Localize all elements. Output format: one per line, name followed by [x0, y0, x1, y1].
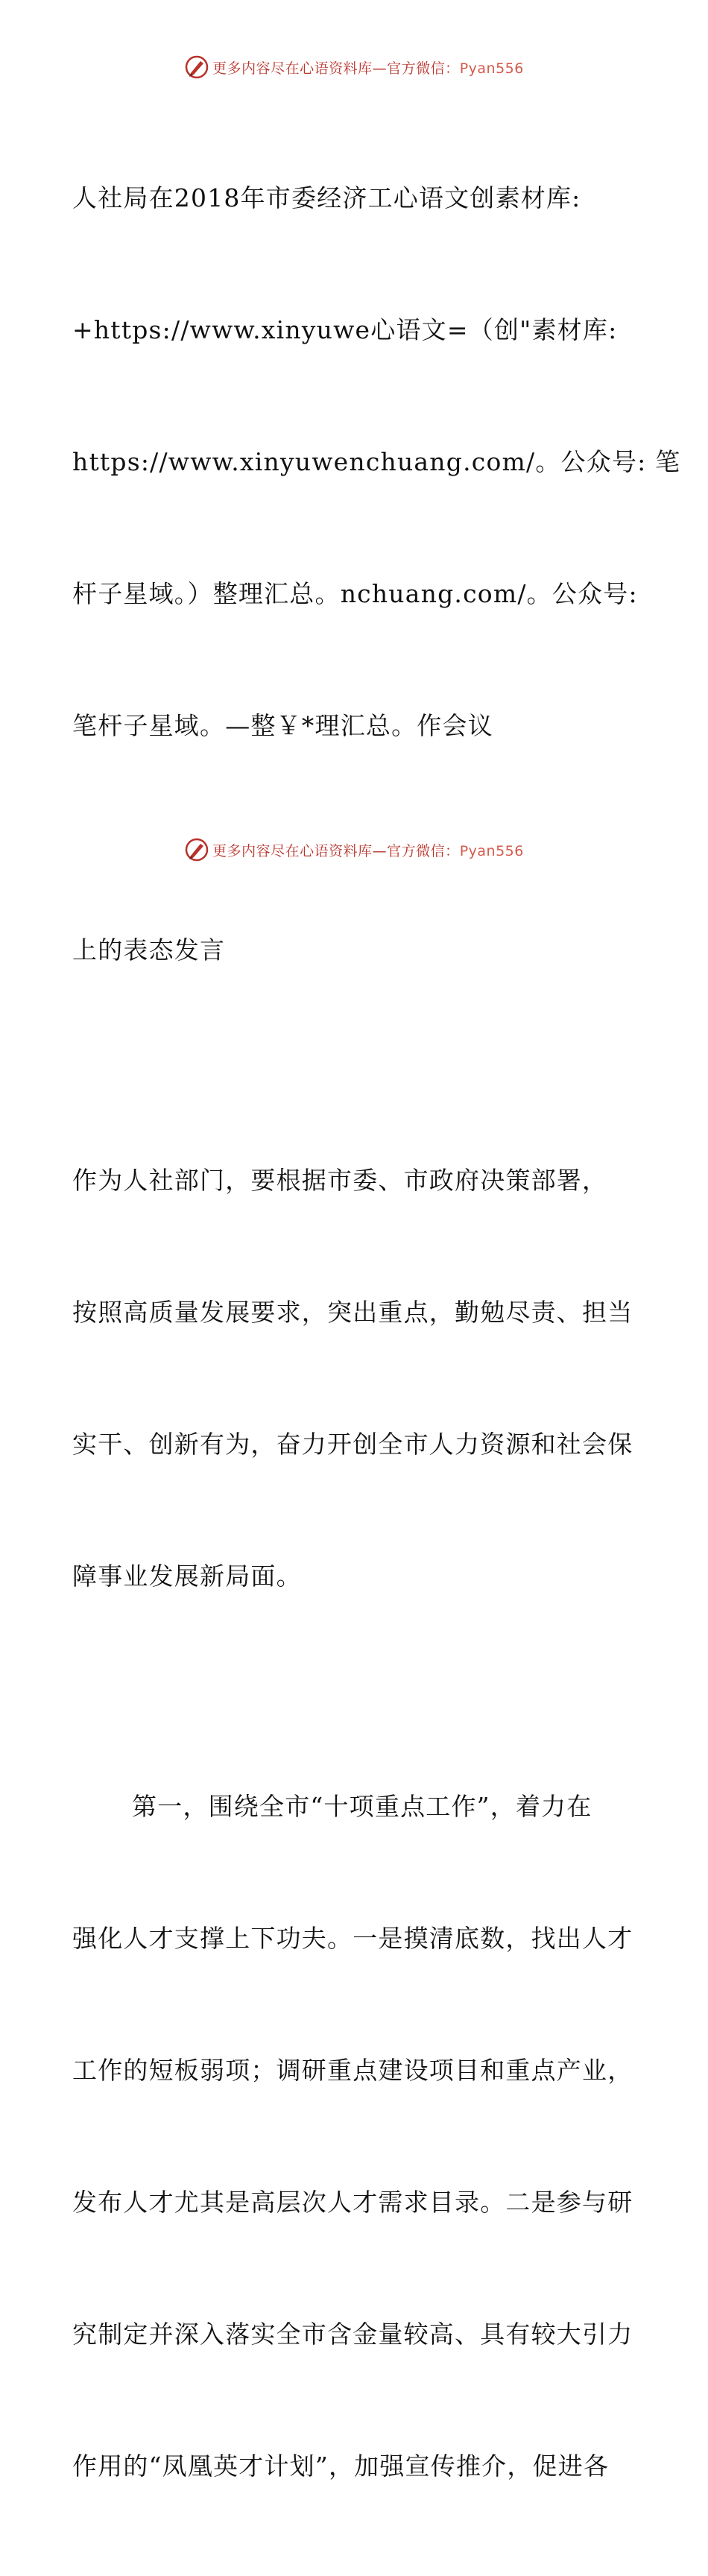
title-line: https://www.xinyuwenchuang.com/。公众号: 笔	[72, 447, 681, 476]
paragraph-line: 强化人才支撑上下功夫。一是摸清底数，找出人才	[72, 1924, 633, 1953]
paragraph-line: 作为人社部门，要根据市委、市政府决策部署，	[72, 1166, 608, 1195]
footer-banner	[0, 835, 708, 865]
document-title	[72, 88, 681, 836]
paragraph-line: 发布人才尤其是高层次人才需求目录。二是参与研	[72, 2188, 633, 2217]
document-body	[72, 88, 681, 2576]
banner-text	[212, 57, 524, 78]
banner-official-label: 官方微信：	[387, 60, 460, 77]
banner-main-text: 更多内容尽在心语资料库	[212, 842, 373, 859]
document-subtitle	[72, 840, 639, 1060]
paragraph-line: 障事业发展新局面。	[72, 1562, 302, 1591]
paragraph-line: 按照高质量发展要求，突出重点，勤勉尽责、担当	[72, 1298, 633, 1327]
header-banner	[0, 52, 708, 82]
banner-main-text: 更多内容尽在心语资料库	[212, 60, 373, 77]
banner-content	[184, 54, 524, 80]
banner-content	[184, 837, 524, 862]
title-line: +https://www.xinyuwe心语文=（创"素材库:	[72, 315, 618, 344]
banner-text	[212, 840, 524, 860]
pen-logo-icon	[184, 54, 209, 80]
paragraph-first-point	[72, 1696, 639, 2576]
banner-dash: —	[372, 842, 388, 859]
banner-dash: —	[372, 60, 388, 77]
paragraph-line: 作用的“凤凰英才计划”，加强宣传推介，促进各	[72, 2452, 610, 2481]
paragraph-line: 实干、创新有为，奋力开创全市人力资源和社会保	[72, 1430, 633, 1459]
title-line: 杆子星域。）整理汇总。nchuang.com/。公众号:	[72, 579, 638, 608]
title-line: 人社局在2018年市委经济工心语文创素材库:	[72, 183, 581, 212]
paragraph-line: 工作的短板弱项；调研重点建设项目和重点产业，	[72, 2056, 633, 2085]
subtitle-line: 上的表态发言	[72, 935, 226, 965]
title-line: 笔杆子星域。—整￥*理汇总。作会议	[72, 711, 493, 740]
banner-wechat-id: Pyan556	[459, 60, 524, 77]
paragraph-line: 究制定并深入落实全市含金量较高、具有较大引力	[72, 2320, 633, 2349]
pen-logo-icon	[184, 837, 209, 862]
paragraph-intro	[72, 1070, 639, 1686]
paragraph-line: 第一，围绕全市“十项重点工作”，着力在	[132, 1792, 592, 1821]
banner-official-label: 官方微信：	[387, 842, 460, 859]
banner-wechat-id: Pyan556	[459, 842, 524, 859]
